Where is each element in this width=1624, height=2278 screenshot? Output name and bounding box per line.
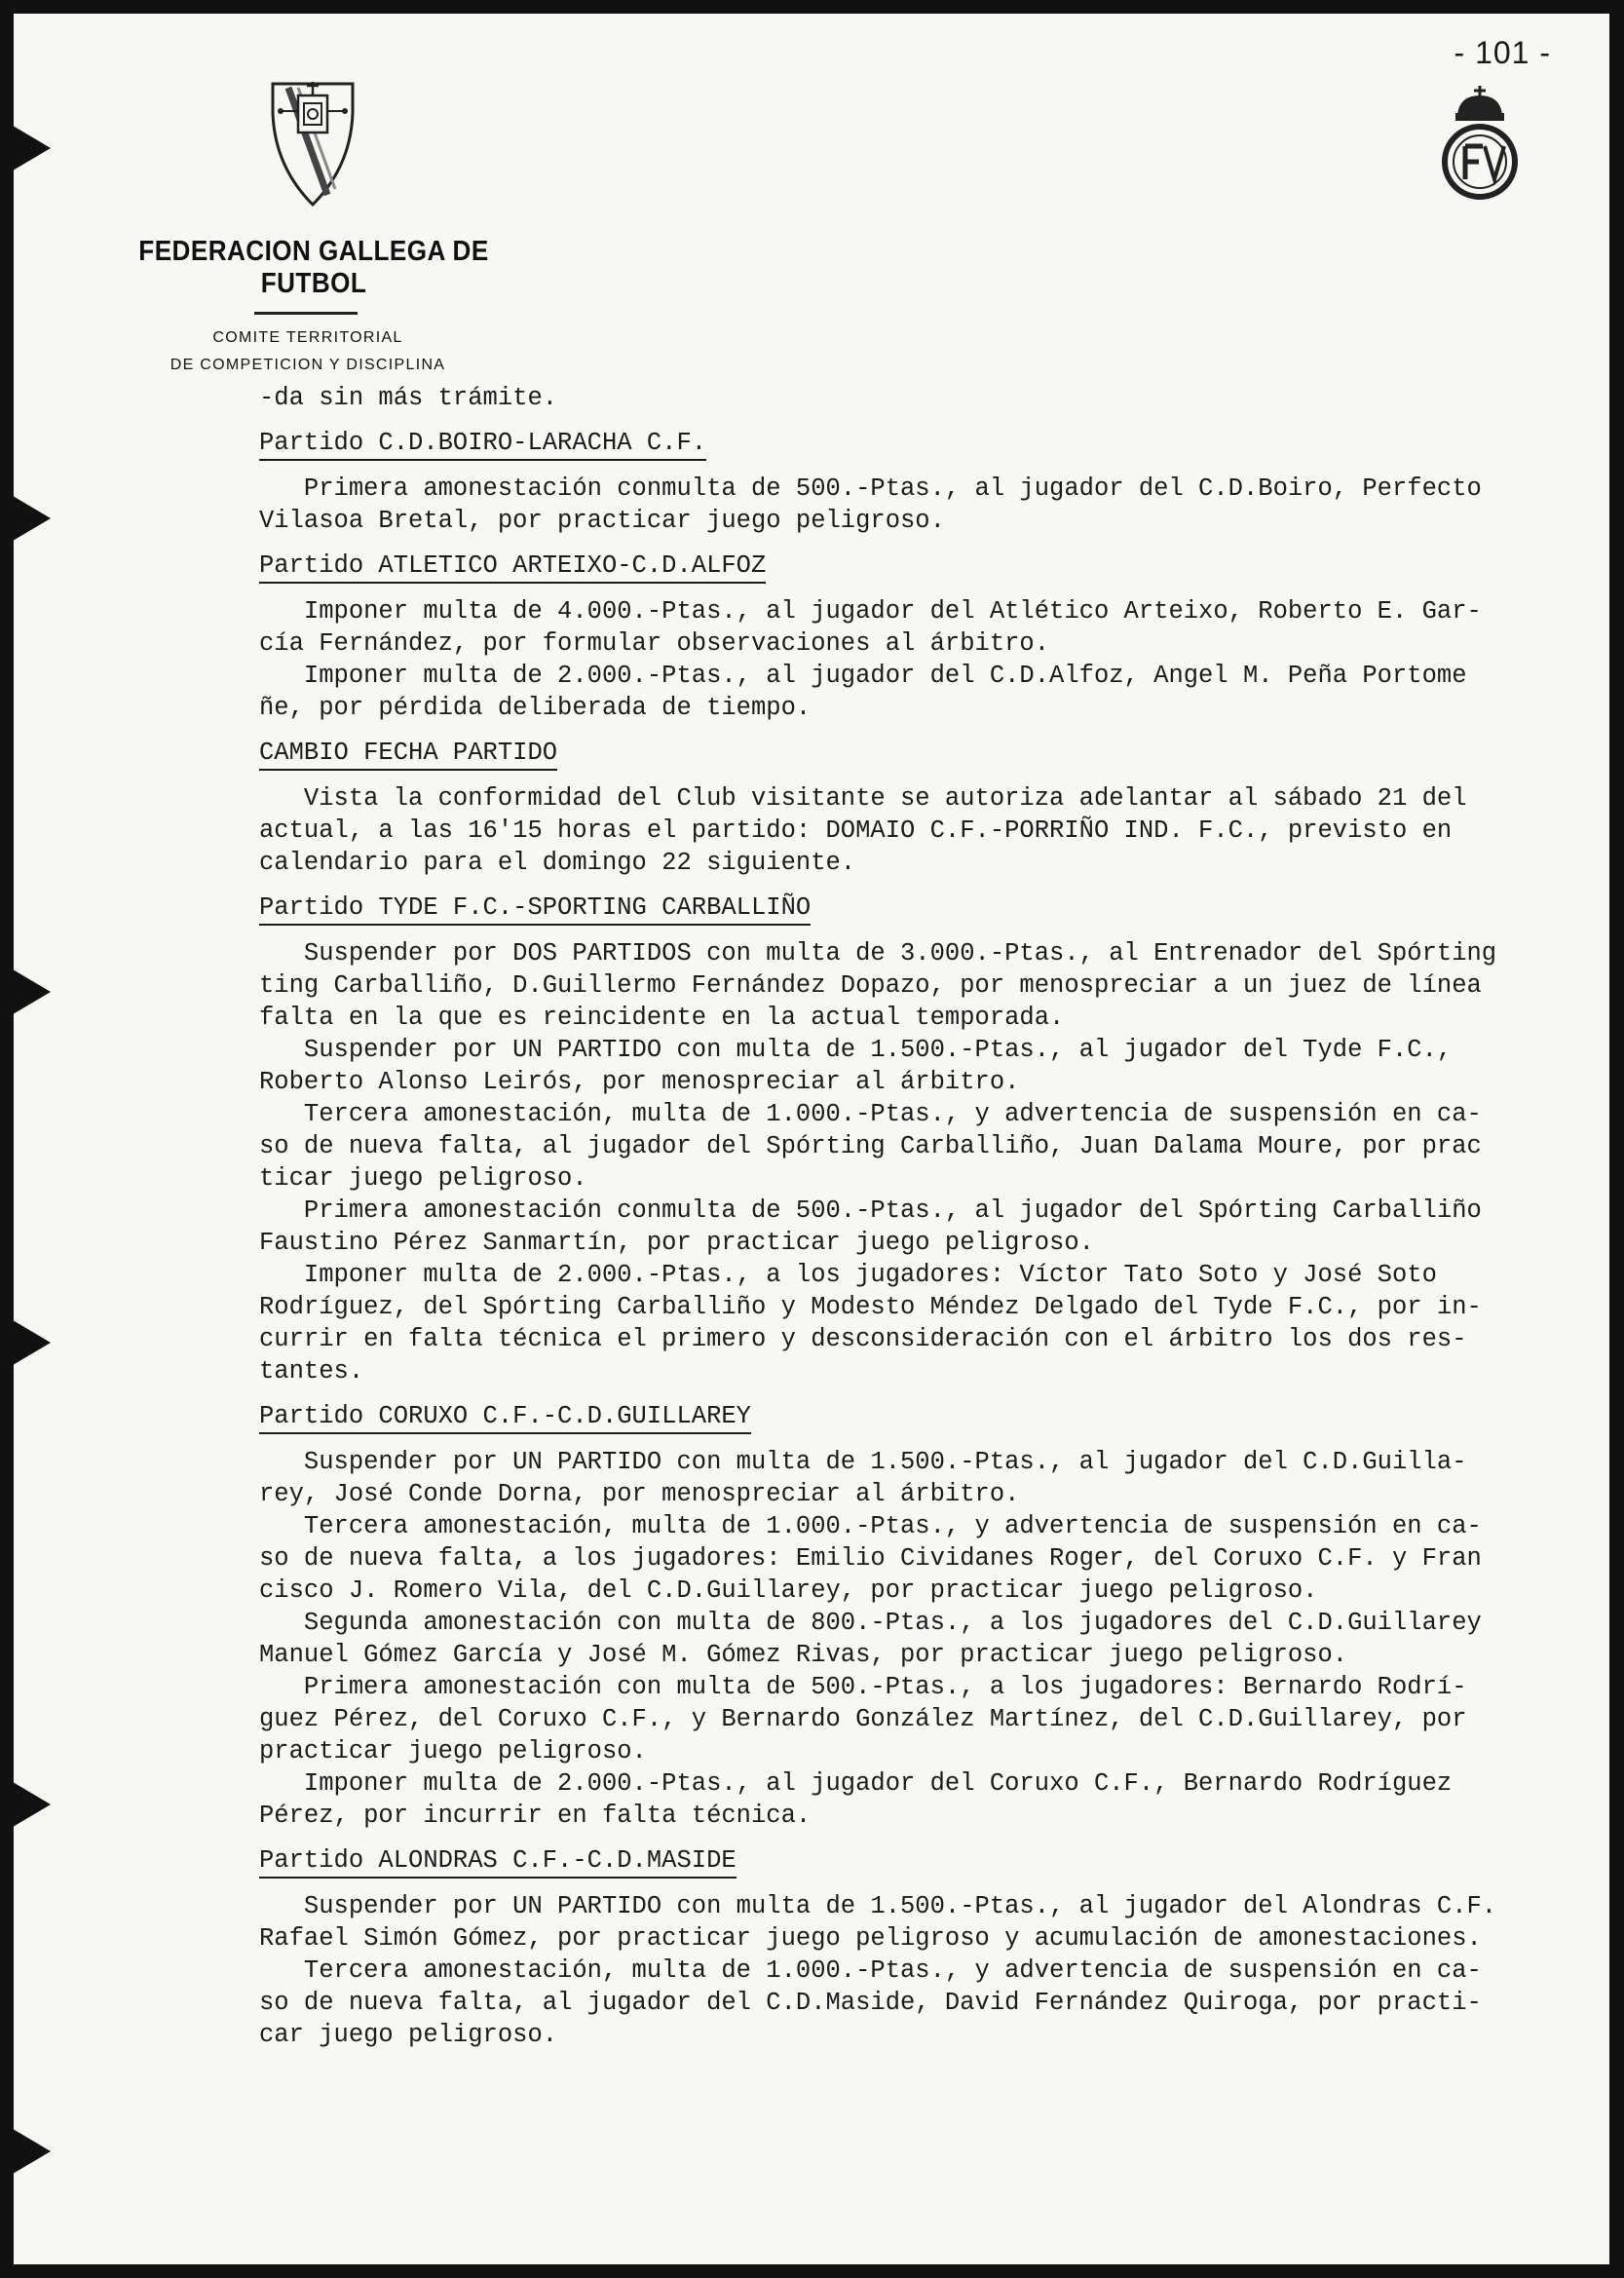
text-line: Imponer multa de 2.000.-Ptas., a los jugadores: Víctor Tato Soto y José Soto	[259, 1261, 1437, 1289]
text-line: Vista la conformidad del Club visitante se autoriza adelantar al sábado 21 del	[259, 784, 1467, 813]
section-heading-row	[259, 737, 1609, 773]
text-line: Imponer multa de 2.000.-Ptas., al jugador del C.D.Alfoz, Angel M. Peña Portome	[259, 662, 1467, 690]
text-line: Tercera amonestación, multa de 1.000.-Ptas., y advertencia de suspensión en ca-	[259, 1956, 1482, 1985]
document-body	[259, 382, 1609, 2051]
text-line: currir en falta técnica el primero y desconsideración con el árbitro los dos res-	[259, 1325, 1467, 1353]
text-line: actual, a las 16'15 horas el partido: DOMAIO C.F.-PORRIÑO IND. F.C., previsto en	[259, 816, 1453, 845]
scan-edge-notch	[14, 1779, 51, 1830]
text-line: practicar juego peligroso.	[259, 1737, 647, 1765]
text-line: ticar juego peligroso.	[259, 1164, 587, 1193]
scan-edge-notch	[14, 123, 51, 173]
section-heading-row	[259, 1844, 1609, 1880]
text-line: Suspender por UN PARTIDO con multa de 1.500.-Ptas., al jugador del Tyde F.C.,	[259, 1036, 1453, 1064]
text-line: Rafael Simón Gómez, por practicar juego peligroso y acumulación de amonestaciones.	[259, 1924, 1482, 1953]
document-page	[14, 14, 1609, 2264]
text-line: Primera amonestación conmulta de 500.-Ptas., al jugador del Spórting Carballiño	[259, 1196, 1482, 1225]
section-heading-row	[259, 550, 1609, 586]
text-line: Suspender por UN PARTIDO con multa de 1.500.-Ptas., al jugador del C.D.Guilla-	[259, 1448, 1467, 1476]
scan-edge-notch	[14, 967, 51, 1017]
text-line: ñe, por pérdida deliberada de tiempo.	[259, 694, 812, 722]
text-line: Rodríguez, del Spórting Carballiño y Modesto Méndez Delgado del Tyde F.C., por in-	[259, 1293, 1482, 1321]
text-line: Primera amonestación conmulta de 500.-Ptas., al jugador del C.D.Boiro, Perfecto	[259, 475, 1482, 503]
text-line: Primera amonestación con multa de 500.-Ptas., a los jugadores: Bernardo Rodrí-	[259, 1673, 1467, 1701]
text-line: so de nueva falta, a los jugadores: Emilio Cividanes Roger, del Coruxo C.F. y Fran	[259, 1544, 1482, 1573]
organization-name: FEDERACION GALLEGA DE FUTBOL	[138, 236, 489, 299]
text-line: -da sin más trámite.	[259, 384, 558, 412]
text-line: so de nueva falta, al jugador del Spórting Carballiño, Juan Dalama Moure, por prac	[259, 1132, 1482, 1160]
text-line: Imponer multa de 2.000.-Ptas., al jugador del Coruxo C.F., Bernardo Rodríguez	[259, 1769, 1453, 1798]
text-line: Imponer multa de 4.000.-Ptas., al jugador del Atlético Arteixo, Roberto E. Gar-	[259, 597, 1482, 626]
text-line: calendario para el domingo 22 siguiente.	[259, 849, 856, 877]
scan-edge-notch	[14, 1317, 51, 1368]
text-line: rey, José Conde Dorna, por menospreciar al árbitro.	[259, 1480, 1020, 1508]
text-line: Pérez, por incurrir en falta técnica.	[259, 1802, 812, 1830]
text-line: Suspender por DOS PARTIDOS con multa de 3.000.-Ptas., al Entrenador del Spórting	[259, 939, 1497, 968]
section-heading-row	[259, 427, 1609, 463]
committee-line-1: COMITE TERRITORIAL	[212, 329, 403, 346]
scan-edge-notch	[14, 2126, 51, 2177]
text-line: Vilasoa Bretal, por practicar juego peligroso.	[259, 507, 945, 535]
section-heading: Partido TYDE F.C.-SPORTING CARBALLIÑO	[259, 892, 811, 926]
text-line: cía Fernández, por formular observaciones al árbitro.	[259, 629, 1050, 658]
shield-emblem-icon	[269, 74, 357, 209]
text-line: Suspender por UN PARTIDO con multa de 1.500.-Ptas., al jugador del Alondras C.F.	[259, 1892, 1497, 1920]
crowned-seal-emblem-icon	[1436, 82, 1524, 209]
text-line: ting Carballiño, D.Guillermo Fernández Dopazo, por menospreciar a un juez de línea	[259, 971, 1482, 1000]
page-number: - 101 -	[1454, 35, 1551, 70]
section-heading: CAMBIO FECHA PARTIDO	[259, 737, 557, 771]
text-line: tantes.	[259, 1357, 364, 1386]
committee-line-2: DE COMPETICION Y DISCIPLINA	[170, 357, 446, 373]
text-line: falta en la que es reincidente en la actual temporada.	[259, 1004, 1065, 1032]
scan-edge-notch	[14, 493, 51, 544]
organization-block	[103, 236, 551, 379]
text-line: car juego peligroso.	[259, 2021, 558, 2049]
text-line: Faustino Pérez Sanmartín, por practicar juego peligroso.	[259, 1229, 1094, 1257]
text-line: Tercera amonestación, multa de 1.000.-Ptas., y advertencia de suspensión en ca-	[259, 1512, 1482, 1540]
text-line: cisco J. Romero Vila, del C.D.Guillarey, por practicar juego peligroso.	[259, 1576, 1318, 1605]
text-line: Manuel Gómez García y José M. Gómez Rivas, por practicar juego peligroso.	[259, 1641, 1348, 1669]
section-heading-row	[259, 1400, 1609, 1436]
section-heading: Partido CORUXO C.F.-C.D.GUILLAREY	[259, 1400, 751, 1434]
organization-divider	[254, 312, 358, 315]
text-line: guez Pérez, del Coruxo C.F., y Bernardo González Martínez, del C.D.Guillarey, por	[259, 1705, 1467, 1733]
section-heading-row	[259, 892, 1609, 928]
section-heading: Partido ATLETICO ARTEIXO-C.D.ALFOZ	[259, 550, 766, 584]
text-line: Roberto Alonso Leirós, por menospreciar al árbitro.	[259, 1068, 1020, 1096]
text-line: Segunda amonestación con multa de 800.-Ptas., a los jugadores del C.D.Guillarey	[259, 1609, 1482, 1637]
text-line: Tercera amonestación, multa de 1.000.-Ptas., y advertencia de suspensión en ca-	[259, 1100, 1482, 1128]
section-heading: Partido ALONDRAS C.F.-C.D.MASIDE	[259, 1844, 736, 1879]
section-heading: Partido C.D.BOIRO-LARACHA C.F.	[259, 427, 706, 461]
text-line: so de nueva falta, al jugador del C.D.Maside, David Fernández Quiroga, por practi-	[259, 1989, 1482, 2017]
